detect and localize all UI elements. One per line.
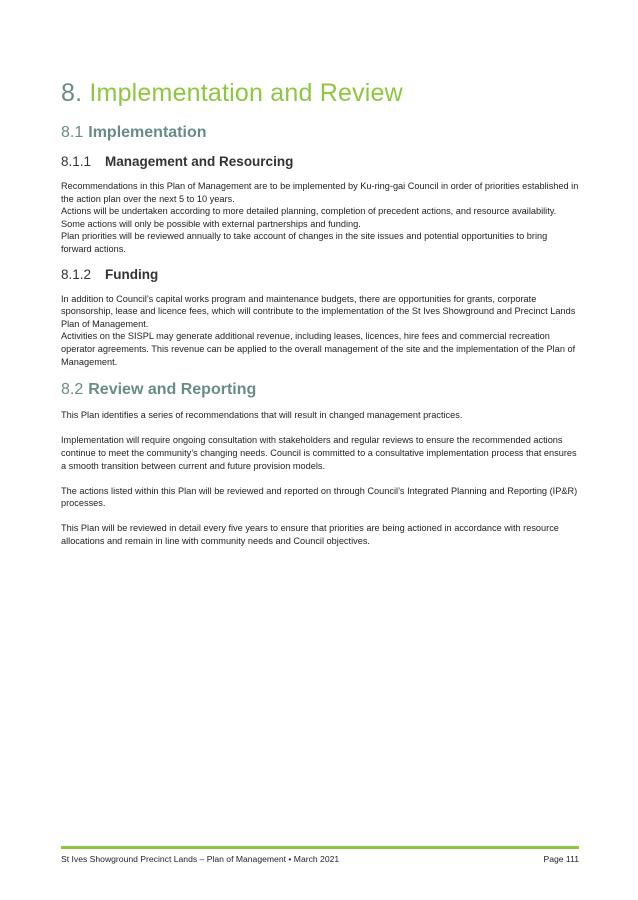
page-number: Page 111 xyxy=(543,854,579,864)
paragraph: This Plan will be reviewed in detail every five years to ensure that priorities are being actioned in accordance with resource allocations and remain in line with community needs and Council objectives. xyxy=(61,523,559,547)
paragraph: Plan priorities will be reviewed annually to take account of changes in the site issues and potential opportunities to bring forward actions. xyxy=(61,231,548,254)
footer-document-title: St Ives Showground Precinct Lands – Plan of Management • March 2021 xyxy=(61,854,340,864)
chapter-number: 8. xyxy=(61,79,83,107)
footer-row xyxy=(61,854,579,865)
section-8-2-heading xyxy=(61,379,579,401)
section-number: 8.1 xyxy=(61,124,84,141)
paragraph: Activities on the SISPL may generate additional revenue, including leases, licences, hire fees and commercial recreation operator agreements. This revenue can be applied to the overall management of the site and the implementation of the Plan of Management. xyxy=(61,331,576,367)
section-8-1-heading xyxy=(61,122,579,144)
chapter-heading xyxy=(61,76,579,110)
section-title: Implementation xyxy=(88,124,207,141)
section-number: 8.1.2 xyxy=(61,266,92,282)
paragraph: Implementation will require ongoing consultation with stakeholders and regular reviews to ensure the recommended actions continue to meet the community’s changing needs. Council is committed to a consultative implementation process that ensures a smooth transition between current and future provision models. xyxy=(61,435,577,471)
paragraph: In addition to Council’s capital works program and maintenance budgets, there are opportunities for grants, corporate sponsorship, lease and licence fees, which will contribute to the implementation of the St Ives Showground and Precinct Lands Plan of Management. xyxy=(61,293,576,329)
section-title: Review and Reporting xyxy=(88,381,257,399)
section-8-1-1-heading xyxy=(61,153,579,171)
section-number: 8.2 xyxy=(61,381,84,399)
paragraph: Actions will be undertaken according to more detailed planning, completion of precedent actions, and resource availability. Some actions will only be possible with external partnerships and funding. xyxy=(61,206,557,229)
paragraph: Recommendations in this Plan of Management are to be implemented by Ku-ring-gai Council in order of priorities established in the action plan over the next 5 to 10 years. xyxy=(61,181,579,204)
section-8-1-2-heading xyxy=(61,266,579,284)
page-content xyxy=(61,76,579,548)
chapter-title: Implementation and Review xyxy=(89,79,403,107)
section-title: Management and Resourcing xyxy=(105,154,294,169)
paragraph: The actions listed within this Plan will be reviewed and reported on through Council’s Integrated Planning and Reporting (IP&R) processes. xyxy=(61,485,578,509)
footer-rule xyxy=(61,846,579,849)
section-number: 8.1.1 xyxy=(61,154,92,169)
page-footer xyxy=(61,846,579,865)
paragraph: This Plan identifies a series of recommendations that will result in changed management practices. xyxy=(61,410,463,421)
section-title: Funding xyxy=(105,266,159,282)
